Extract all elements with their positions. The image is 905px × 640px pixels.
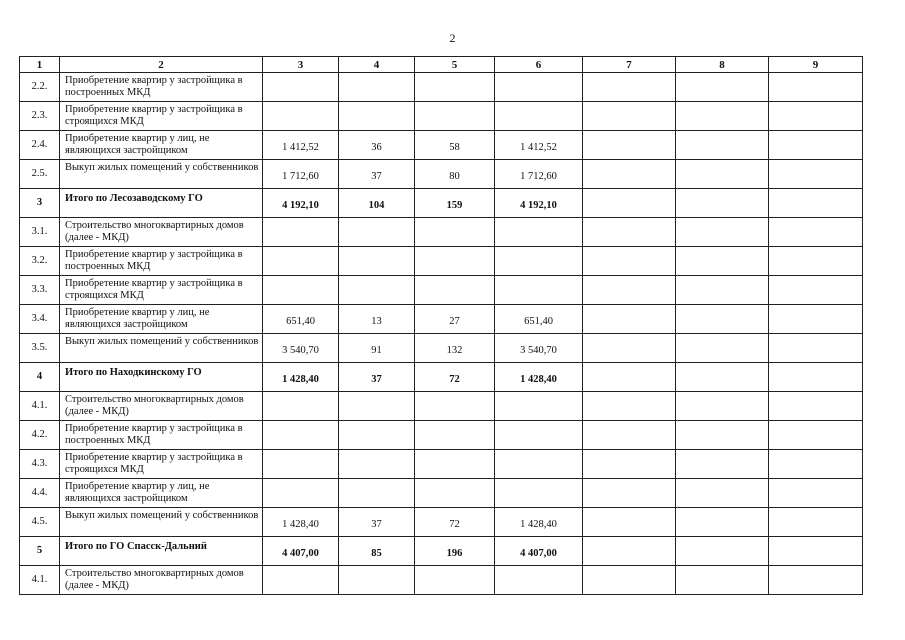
empty-cell xyxy=(583,73,676,102)
column-header: 9 xyxy=(769,57,863,73)
count-value xyxy=(415,450,495,479)
empty-cell xyxy=(769,450,863,479)
cost-value: 1 412,52 xyxy=(495,131,583,160)
column-header: 8 xyxy=(676,57,769,73)
count-value: 37 xyxy=(339,508,415,537)
row-number: 2.3. xyxy=(20,102,60,131)
row-number: 4.4. xyxy=(20,479,60,508)
empty-cell xyxy=(583,334,676,363)
empty-cell xyxy=(769,508,863,537)
empty-cell xyxy=(676,334,769,363)
count-value: 37 xyxy=(339,363,415,392)
cost-value: 1 428,40 xyxy=(495,508,583,537)
empty-cell xyxy=(676,218,769,247)
empty-cell xyxy=(583,102,676,131)
cost-value xyxy=(495,73,583,102)
cost-value: 1 428,40 xyxy=(263,363,339,392)
table-total-row xyxy=(20,537,863,566)
empty-cell xyxy=(769,537,863,566)
cost-value xyxy=(263,102,339,131)
empty-cell xyxy=(583,276,676,305)
row-number: 4.3. xyxy=(20,450,60,479)
count-value: 13 xyxy=(339,305,415,334)
empty-cell xyxy=(583,479,676,508)
count-value xyxy=(339,392,415,421)
column-header: 1 xyxy=(20,57,60,73)
row-name: Итого по ГО Спасск-Дальний xyxy=(60,537,263,566)
empty-cell xyxy=(676,160,769,189)
empty-cell xyxy=(676,392,769,421)
count-value xyxy=(339,73,415,102)
table-row xyxy=(20,218,863,247)
row-name: Приобретение квартир у лиц, не являющихся застройщиком xyxy=(60,479,263,508)
empty-cell xyxy=(769,218,863,247)
cost-value xyxy=(495,421,583,450)
row-number: 4.1. xyxy=(20,392,60,421)
table-row xyxy=(20,421,863,450)
empty-cell xyxy=(583,537,676,566)
empty-cell xyxy=(769,189,863,218)
count-value xyxy=(415,479,495,508)
empty-cell xyxy=(676,537,769,566)
cost-value xyxy=(495,247,583,276)
cost-value xyxy=(495,102,583,131)
empty-cell xyxy=(676,189,769,218)
empty-cell xyxy=(583,189,676,218)
empty-cell xyxy=(769,73,863,102)
cost-value xyxy=(263,421,339,450)
row-name: Приобретение квартир у застройщика в построенных МКД xyxy=(60,247,263,276)
count-value xyxy=(415,247,495,276)
cost-value xyxy=(263,566,339,595)
cost-value xyxy=(495,479,583,508)
column-header: 5 xyxy=(415,57,495,73)
empty-cell xyxy=(676,305,769,334)
row-name: Строительство многоквартирных домов (далее - МКД) xyxy=(60,392,263,421)
count-value: 37 xyxy=(339,160,415,189)
column-header: 6 xyxy=(495,57,583,73)
count-value: 72 xyxy=(415,508,495,537)
empty-cell xyxy=(583,566,676,595)
row-number: 2.5. xyxy=(20,160,60,189)
empty-cell xyxy=(769,479,863,508)
count-value xyxy=(339,276,415,305)
empty-cell xyxy=(769,276,863,305)
table-row xyxy=(20,160,863,189)
empty-cell xyxy=(583,421,676,450)
empty-cell xyxy=(676,450,769,479)
table-row xyxy=(20,566,863,595)
cost-value: 4 407,00 xyxy=(495,537,583,566)
cost-value xyxy=(263,247,339,276)
empty-cell xyxy=(676,566,769,595)
table-row xyxy=(20,276,863,305)
empty-cell xyxy=(583,247,676,276)
row-number: 3 xyxy=(20,189,60,218)
empty-cell xyxy=(583,508,676,537)
row-number: 2.4. xyxy=(20,131,60,160)
cost-value: 1 412,52 xyxy=(263,131,339,160)
column-header: 7 xyxy=(583,57,676,73)
cost-value xyxy=(263,73,339,102)
count-value xyxy=(339,421,415,450)
cost-value: 3 540,70 xyxy=(263,334,339,363)
cost-value xyxy=(263,479,339,508)
row-name: Приобретение квартир у застройщика в построенных МКД xyxy=(60,421,263,450)
row-name: Приобретение квартир у застройщика в строящихся МКД xyxy=(60,102,263,131)
count-value xyxy=(415,566,495,595)
table-row xyxy=(20,305,863,334)
row-name: Итого по Лесозаводскому ГО xyxy=(60,189,263,218)
count-value: 36 xyxy=(339,131,415,160)
cost-value xyxy=(495,276,583,305)
count-value xyxy=(339,102,415,131)
empty-cell xyxy=(676,421,769,450)
empty-cell xyxy=(583,131,676,160)
empty-cell xyxy=(676,479,769,508)
cost-value: 1 428,40 xyxy=(495,363,583,392)
row-name: Приобретение квартир у застройщика в построенных МКД xyxy=(60,73,263,102)
count-value xyxy=(415,421,495,450)
row-name: Выкуп жилых помещений у собственников xyxy=(60,508,263,537)
empty-cell xyxy=(583,450,676,479)
count-value xyxy=(415,392,495,421)
row-name: Строительство многоквартирных домов (далее - МКД) xyxy=(60,566,263,595)
row-name: Приобретение квартир у лиц, не являющихся застройщиком xyxy=(60,131,263,160)
page-number: 2 xyxy=(449,31,456,45)
row-number: 4 xyxy=(20,363,60,392)
table-row xyxy=(20,479,863,508)
row-number: 4.1. xyxy=(20,566,60,595)
empty-cell xyxy=(583,363,676,392)
cost-value xyxy=(263,218,339,247)
empty-cell xyxy=(769,160,863,189)
cost-value: 4 192,10 xyxy=(495,189,583,218)
table-total-row xyxy=(20,363,863,392)
row-number: 3.4. xyxy=(20,305,60,334)
empty-cell xyxy=(676,73,769,102)
cost-value: 4 192,10 xyxy=(263,189,339,218)
count-value: 132 xyxy=(415,334,495,363)
count-value xyxy=(339,247,415,276)
cost-value: 651,40 xyxy=(263,305,339,334)
row-name: Выкуп жилых помещений у собственников xyxy=(60,160,263,189)
cost-value: 1 712,60 xyxy=(495,160,583,189)
table-total-row xyxy=(20,189,863,218)
empty-cell xyxy=(676,363,769,392)
empty-cell xyxy=(769,334,863,363)
empty-cell xyxy=(769,305,863,334)
empty-cell xyxy=(583,305,676,334)
count-value: 91 xyxy=(339,334,415,363)
count-value xyxy=(415,218,495,247)
count-value: 159 xyxy=(415,189,495,218)
row-number: 3.3. xyxy=(20,276,60,305)
empty-cell xyxy=(583,218,676,247)
count-value xyxy=(339,566,415,595)
row-name: Строительство многоквартирных домов (далее - МКД) xyxy=(60,218,263,247)
row-name: Итого по Находкинскому ГО xyxy=(60,363,263,392)
count-value xyxy=(415,73,495,102)
cost-value: 1 428,40 xyxy=(263,508,339,537)
empty-cell xyxy=(769,566,863,595)
table-row xyxy=(20,392,863,421)
row-number: 4.2. xyxy=(20,421,60,450)
column-header: 2 xyxy=(60,57,263,73)
count-value xyxy=(415,102,495,131)
row-number: 3.2. xyxy=(20,247,60,276)
empty-cell xyxy=(676,102,769,131)
row-number: 3.1. xyxy=(20,218,60,247)
header-row xyxy=(20,57,863,73)
row-number: 5 xyxy=(20,537,60,566)
cost-value xyxy=(263,450,339,479)
row-name: Выкуп жилых помещений у собственников xyxy=(60,334,263,363)
empty-cell xyxy=(769,392,863,421)
empty-cell xyxy=(676,508,769,537)
cost-value: 3 540,70 xyxy=(495,334,583,363)
empty-cell xyxy=(676,131,769,160)
table-row xyxy=(20,508,863,537)
empty-cell xyxy=(769,363,863,392)
cost-value xyxy=(495,392,583,421)
row-name: Приобретение квартир у застройщика в строящихся МКД xyxy=(60,276,263,305)
empty-cell xyxy=(769,102,863,131)
count-value: 58 xyxy=(415,131,495,160)
row-name: Приобретение квартир у лиц, не являющихся застройщиком xyxy=(60,305,263,334)
cost-value xyxy=(263,276,339,305)
column-header: 3 xyxy=(263,57,339,73)
empty-cell xyxy=(676,247,769,276)
empty-cell xyxy=(769,421,863,450)
row-number: 2.2. xyxy=(20,73,60,102)
housing-table xyxy=(19,56,863,595)
count-value: 196 xyxy=(415,537,495,566)
count-value: 85 xyxy=(339,537,415,566)
cost-value xyxy=(495,566,583,595)
count-value: 104 xyxy=(339,189,415,218)
cost-value: 1 712,60 xyxy=(263,160,339,189)
cost-value xyxy=(495,450,583,479)
count-value: 72 xyxy=(415,363,495,392)
cost-value xyxy=(263,392,339,421)
row-name: Приобретение квартир у застройщика в строящихся МКД xyxy=(60,450,263,479)
empty-cell xyxy=(583,160,676,189)
count-value: 80 xyxy=(415,160,495,189)
count-value xyxy=(339,218,415,247)
count-value xyxy=(415,276,495,305)
empty-cell xyxy=(583,392,676,421)
table-row xyxy=(20,73,863,102)
table-row xyxy=(20,102,863,131)
count-value xyxy=(339,479,415,508)
row-number: 3.5. xyxy=(20,334,60,363)
table-row xyxy=(20,450,863,479)
empty-cell xyxy=(769,247,863,276)
table-row xyxy=(20,131,863,160)
count-value: 27 xyxy=(415,305,495,334)
count-value xyxy=(339,450,415,479)
row-number: 4.5. xyxy=(20,508,60,537)
cost-value: 4 407,00 xyxy=(263,537,339,566)
table-row xyxy=(20,334,863,363)
empty-cell xyxy=(676,276,769,305)
table-row xyxy=(20,247,863,276)
column-header: 4 xyxy=(339,57,415,73)
empty-cell xyxy=(769,131,863,160)
cost-value: 651,40 xyxy=(495,305,583,334)
cost-value xyxy=(495,218,583,247)
